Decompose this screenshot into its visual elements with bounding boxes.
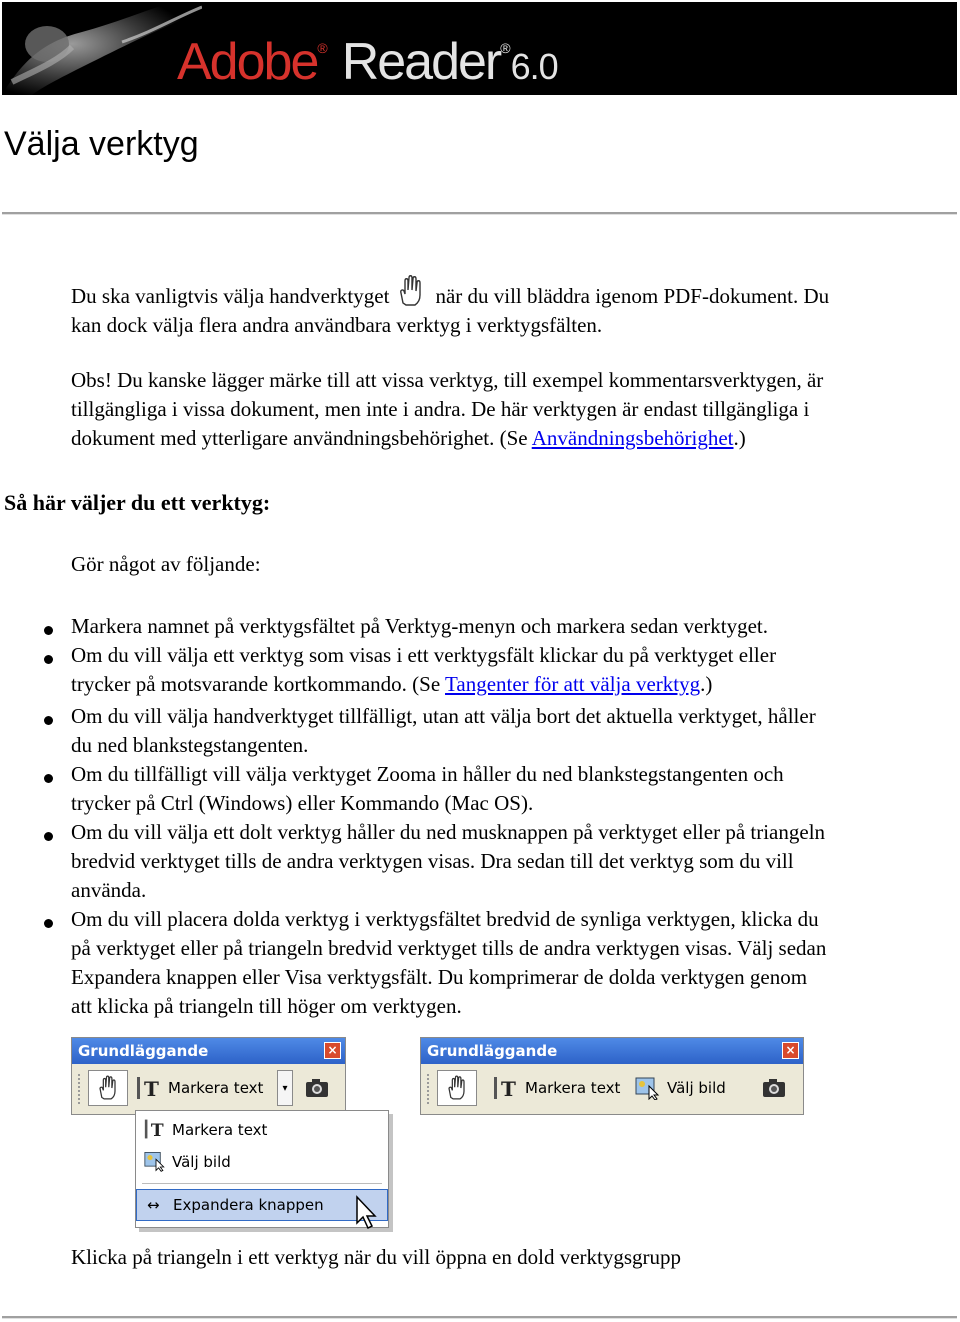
step-4-line-2: trycker på Ctrl (Windows) eller Kommando (Mac OS). — [71, 791, 534, 815]
note-label: Obs! — [71, 368, 112, 392]
banner-brand: Adobe — [177, 33, 318, 91]
mouse-pointer-icon — [355, 1195, 379, 1231]
instruction-text: Gör något av följande: — [71, 552, 261, 576]
note-line-3 — [71, 424, 951, 453]
hand-tool-icon — [393, 273, 429, 309]
menu-item-label: Välj bild — [172, 1153, 231, 1171]
note-line-1-text: Du kanske lägger märke till att vissa verktyg, till exempel kommentarsverktygen, är — [111, 368, 824, 392]
menu-item-select-text[interactable] — [136, 1115, 388, 1145]
bullet — [44, 919, 53, 928]
banner-version: 6.0 — [510, 46, 558, 87]
expand-arrows-icon: ↔ — [147, 1196, 160, 1214]
banner-product-mark: ® — [500, 40, 511, 56]
note-line-1 — [71, 366, 951, 395]
steps-list — [0, 612, 960, 1021]
section-heading: Så här väljer du ett verktyg: — [4, 490, 271, 515]
step-2-line-1: Om du vill välja ett verktyg som visas i ett verktygsfält klickar du på verktyget eller — [71, 643, 777, 667]
svg-text:T: T — [501, 1077, 516, 1100]
step-5-line-3: använda. — [71, 878, 147, 902]
menu-divider — [142, 1183, 382, 1184]
toolbar-grip[interactable] — [78, 1074, 84, 1104]
toolbar-body — [72, 1064, 345, 1114]
hidden-tools-menu — [135, 1110, 389, 1228]
svg-text:T: T — [144, 1077, 159, 1100]
tool-dropdown-triangle[interactable]: ▾ — [277, 1070, 293, 1106]
bullet — [44, 832, 53, 841]
text-select-icon — [144, 1118, 168, 1140]
toolbar-title-bar — [72, 1038, 345, 1064]
title-divider — [2, 212, 957, 215]
note-line-2: tillgängliga i vissa dokument, men inte i andra. De här verktygen är endast tillgängliga i — [71, 397, 810, 421]
list-item — [0, 641, 960, 699]
toolbar-title-bar — [421, 1038, 803, 1064]
usage-rights-link[interactable]: Användningsbehörighet — [531, 426, 734, 450]
step-1-line-1: Markera namnet på verktygsfältet på Verktyg-menyn och markera sedan verktyget. — [71, 614, 769, 638]
step-2-end: .) — [700, 672, 713, 696]
step-6-line-4: att klicka på triangeln till höger om verktygen. — [71, 994, 462, 1018]
select-image-icon — [144, 1150, 168, 1172]
list-item — [0, 760, 960, 818]
step-2-line-2 — [71, 670, 960, 699]
toolbar-expanded — [420, 1037, 804, 1115]
select-image-label: Välj bild — [667, 1079, 726, 1097]
hand-tool-button[interactable] — [437, 1070, 477, 1106]
note-line-3-end: .) — [733, 426, 746, 450]
select-image-icon — [635, 1076, 663, 1100]
toolbar-collapsed — [71, 1037, 346, 1115]
tool-keys-link[interactable]: Tangenter för att välja verktyg — [445, 672, 701, 696]
list-item — [0, 612, 960, 641]
select-text-button[interactable] — [493, 1070, 623, 1106]
step-3-line-2: du ned blankstegstangenten. — [71, 733, 309, 757]
note-line-3-text: dokument med ytterligare användningsbehörighet. (Se — [71, 426, 532, 450]
step-6-line-2: på verktyget eller på triangeln bredvid verktyget tills de andra verktygen visas. Välj sedan — [71, 936, 827, 960]
camera-icon — [304, 1076, 330, 1100]
bullet — [44, 774, 53, 783]
snapshot-tool-button[interactable] — [757, 1070, 793, 1106]
hand-icon — [443, 1074, 471, 1102]
step-6-line-3: Expandera knappen eller Visa verktygsfält. Du komprimerar de dolda verktygen genom — [71, 965, 808, 989]
intro-paragraph — [71, 273, 951, 340]
text-select-icon — [136, 1076, 164, 1100]
banner-product: Reader — [341, 33, 501, 91]
step-2-text: trycker på motsvarande kortkommando. (Se — [71, 672, 446, 696]
menu-item-label: Expandera knappen — [173, 1196, 324, 1214]
menu-item-label: Markera text — [172, 1121, 268, 1139]
toolbar-grip[interactable] — [427, 1074, 433, 1104]
note-paragraph — [71, 366, 951, 453]
toolbar-title: Grundläggande — [427, 1042, 558, 1060]
hand-tool-button[interactable] — [88, 1070, 128, 1106]
list-item — [0, 702, 960, 760]
banner-title — [177, 18, 558, 95]
intro-text-b: när du vill bläddra igenom PDF-dokument. Du — [435, 284, 830, 308]
intro-line-1 — [71, 273, 951, 311]
list-item — [0, 905, 960, 1021]
banner-figure-graphic — [2, 2, 202, 95]
step-4-line-1: Om du tillfälligt vill välja verktyget Zooma in håller du ned blankstegstangenten och — [71, 762, 784, 786]
select-text-button[interactable] — [136, 1070, 266, 1106]
page-title: Välja verktyg — [4, 125, 199, 163]
close-icon[interactable]: × — [782, 1042, 799, 1059]
figure-caption: Klicka på triangeln i ett verktyg när du vill öppna en dold verktygsgrupp — [71, 1245, 682, 1269]
step-5-line-2: bredvid verktyget tills de andra verktygen visas. Dra sedan till det verktyg som du vill — [71, 849, 794, 873]
step-3-line-1: Om du vill välja handverktyget tillfälligt, utan att välja bort det aktuella verktyget, håller — [71, 704, 816, 728]
step-5-line-1: Om du vill välja ett dolt verktyg håller du ned musknappen på verktyget eller på triangeln — [71, 820, 826, 844]
product-banner — [2, 2, 957, 95]
select-text-label: Markera text — [525, 1079, 621, 1097]
select-image-button[interactable] — [635, 1070, 745, 1106]
menu-item-select-image[interactable] — [136, 1147, 388, 1177]
list-item — [0, 818, 960, 905]
bottom-divider — [2, 1316, 957, 1319]
close-icon[interactable]: × — [324, 1042, 341, 1059]
hand-icon — [94, 1074, 122, 1102]
intro-text-a: Du ska vanligtvis välja handverktyget — [71, 284, 390, 308]
camera-icon — [761, 1076, 787, 1100]
toolbar-title: Grundläggande — [78, 1042, 209, 1060]
banner-registered-mark: ® — [317, 40, 328, 56]
step-6-line-1: Om du vill placera dolda verktyg i verktygsfältet bredvid de synliga verktygen, klicka du — [71, 907, 819, 931]
intro-line-2: kan dock välja flera andra användbara verktyg i verktygsfälten. — [71, 313, 603, 337]
bullet — [44, 626, 53, 635]
text-select-icon — [493, 1076, 521, 1100]
menu-item-expand-button[interactable] — [136, 1189, 388, 1221]
bullet — [44, 655, 53, 664]
select-text-label: Markera text — [168, 1079, 264, 1097]
svg-text:T: T — [150, 1120, 164, 1140]
snapshot-tool-button[interactable] — [300, 1070, 336, 1106]
bullet — [44, 716, 53, 725]
toolbar-body — [421, 1064, 803, 1114]
